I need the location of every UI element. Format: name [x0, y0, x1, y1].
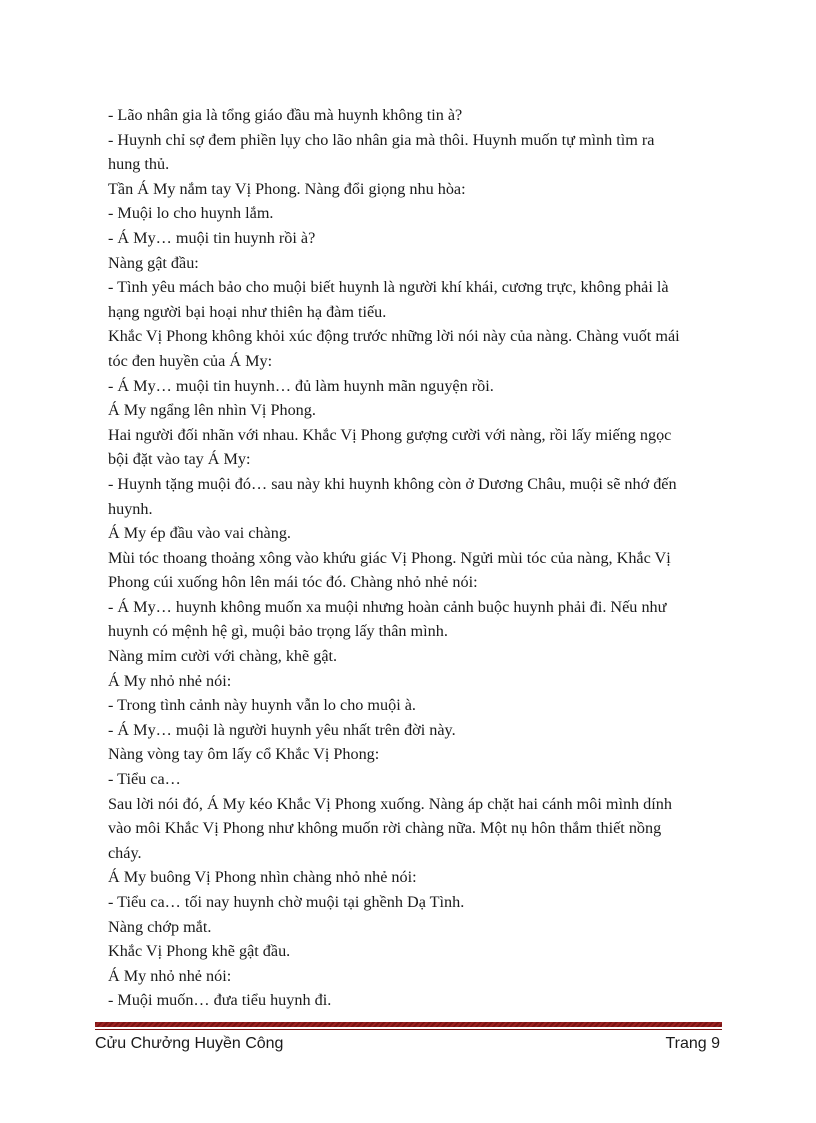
footer-book-title: Cửu Chưởng Huyền Công — [95, 1035, 284, 1052]
text-line: hung thủ. — [108, 155, 170, 174]
text-line: Tần Á My nắm tay Vị Phong. Nàng đổi giọng nhu hòa: — [108, 179, 466, 198]
text-line: - Á My… huynh không muốn xa muội nhưng hoàn cảnh buộc huynh phải đi. Nếu như — [108, 597, 667, 616]
text-line: - Trong tình cảnh này huynh vẫn lo cho muội à. — [108, 696, 416, 715]
text-line: hạng người bại hoại như thiên hạ đàm tiếu. — [108, 302, 387, 321]
footer-divider-thin — [95, 1029, 722, 1030]
text-line: - Tiểu ca… tối nay huynh chờ muội tại ghềnh Dạ Tình. — [108, 893, 465, 911]
text-line: Mùi tóc thoang thoảng xông vào khứu giác Vị Phong. Ngửi mùi tóc của nàng, Khắc Vị — [108, 548, 671, 567]
text-line: Khắc Vị Phong khẽ gật đầu. — [108, 942, 291, 961]
text-line: - Tình yêu mách bảo cho muội biết huynh là người khí khái, cương trực, không phải là — [108, 278, 669, 297]
text-line: Sau lời nói đó, Á My kéo Khắc Vị Phong xuống. Nàng áp chặt hai cánh môi mình dính — [108, 794, 672, 813]
text-line: - Huynh chỉ sợ đem phiền lụy cho lão nhân gia mà thôi. Huynh muốn tự mình tìm ra — [108, 130, 655, 149]
text-line: - Á My… muội là người huynh yêu nhất trên đời này. — [108, 720, 456, 739]
text-line: vào môi Khắc Vị Phong như không muốn rời chàng nữa. Một nụ hôn thắm thiết nồng — [108, 819, 662, 838]
footer-page-number: Trang 9 — [665, 1035, 720, 1052]
text-line: bội đặt vào tay Á My: — [108, 450, 251, 469]
text-line: Á My ngẩng lên nhìn Vị Phong. — [108, 401, 316, 420]
footer-divider — [95, 1022, 722, 1027]
text-line: Nàng vòng tay ôm lấy cổ Khắc Vị Phong: — [108, 745, 380, 764]
text-line: Nàng mỉm cười với chàng, khẽ gật. — [108, 647, 338, 666]
text-line: huynh. — [108, 499, 153, 518]
text-line: - Lão nhân gia là tổng giáo đầu mà huynh không tin à? — [108, 106, 463, 124]
text-line: Á My nhỏ nhẻ nói: — [108, 966, 232, 985]
text-line: cháy. — [108, 843, 142, 862]
text-line: Phong cúi xuống hôn lên mái tóc đó. Chàng nhỏ nhẻ nói: — [108, 573, 478, 592]
text-line: - Muội muốn… đưa tiểu huynh đi. — [108, 991, 332, 1010]
text-line: Á My nhỏ nhẻ nói: — [108, 671, 232, 690]
text-line: Nàng chớp mắt. — [108, 917, 212, 936]
text-line: Nàng gật đầu: — [108, 253, 199, 272]
document-body — [108, 103, 718, 1013]
text-line: Á My buông Vị Phong nhìn chàng nhỏ nhẻ nói: — [108, 868, 417, 887]
text-line: huynh có mệnh hệ gì, muội bảo trọng lấy thân mình. — [108, 622, 448, 641]
text-line: Hai người đối nhãn với nhau. Khắc Vị Phong gượng cười với nàng, rồi lấy miếng ngọc — [108, 425, 672, 444]
text-line: - Á My… muội tin huynh… đủ làm huynh mãn nguyện rồi. — [108, 376, 494, 395]
text-line: Á My ép đầu vào vai chàng. — [108, 524, 291, 543]
text-line: Khắc Vị Phong không khỏi xúc động trước những lời nói này của nàng. Chàng vuốt mái — [108, 327, 680, 346]
text-line: tóc đen huyền của Á My: — [108, 351, 273, 370]
text-line: - Á My… muội tin huynh rồi à? — [108, 228, 316, 247]
text-line: - Huynh tặng muội đó… sau này khi huynh không còn ở Dương Châu, muội sẽ nhớ đến — [108, 474, 677, 493]
text-line: - Tiểu ca… — [108, 770, 181, 789]
text-line: - Muội lo cho huynh lắm. — [108, 204, 274, 223]
